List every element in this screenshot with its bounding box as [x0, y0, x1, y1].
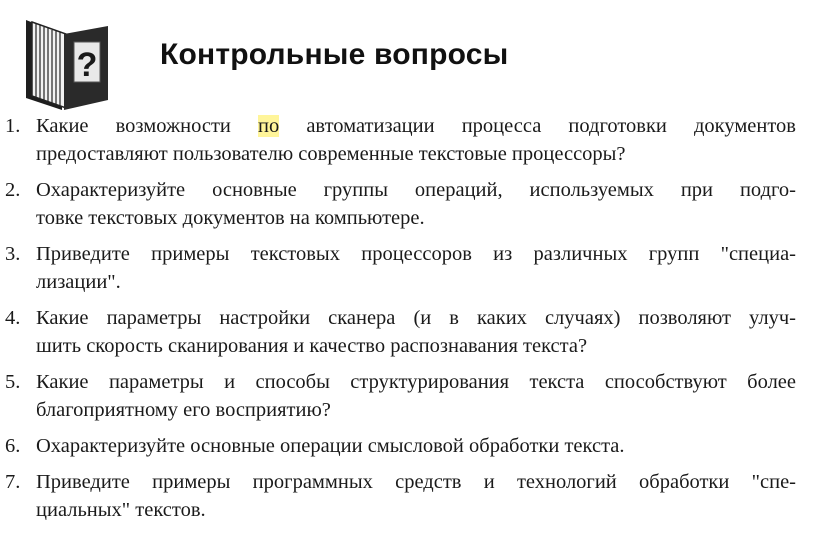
question-text-line: Какие параметры и способы структурирования текста способствуют более	[36, 371, 796, 393]
question-text-line: Приведите примеры программных средств и технологий обработки "спе-	[36, 471, 796, 493]
question-text-line: благоприятному его восприятию?	[36, 399, 331, 421]
question-text-line: шить скорость сканирования и качество распознавания текста?	[36, 335, 588, 357]
svg-text:?: ?	[76, 46, 98, 84]
question-text-line: Охарактеризуйте основные операции смысловой обработки текста.	[36, 435, 625, 457]
question-text-line: Какие параметры настройки сканера (и в каких случаях) позволяют улуч-	[36, 307, 796, 329]
question-text-line: лизации".	[36, 271, 121, 293]
question-text-fragment: автоматизации процесса подготовки документов	[279, 115, 796, 137]
question-text-line: Приведите примеры текстовых процессоров из различных групп "специа-	[36, 243, 796, 265]
book-question-icon	[22, 14, 112, 112]
question-number: 5.	[5, 371, 21, 393]
question-number: 7.	[5, 471, 21, 493]
question-text-line: предоставляют пользователю современные текстовые процессоры?	[36, 143, 626, 165]
highlighted-word: по	[257, 115, 280, 137]
page-title: Контрольные вопросы	[160, 38, 509, 71]
question-number: 4.	[5, 307, 21, 329]
question-number: 1.	[5, 115, 21, 137]
question-text-line: товке текстовых документов на компьютере.	[36, 207, 425, 229]
question-text-line: циальных" текстов.	[36, 499, 206, 521]
question-text-fragment: Какие возможности	[36, 115, 258, 137]
question-number: 2.	[5, 179, 21, 201]
question-text-line: Охарактеризуйте основные группы операций, используемых при подго-	[36, 179, 796, 201]
question-number: 6.	[5, 435, 21, 457]
question-text-line	[36, 112, 796, 140]
question-number: 3.	[5, 243, 21, 265]
